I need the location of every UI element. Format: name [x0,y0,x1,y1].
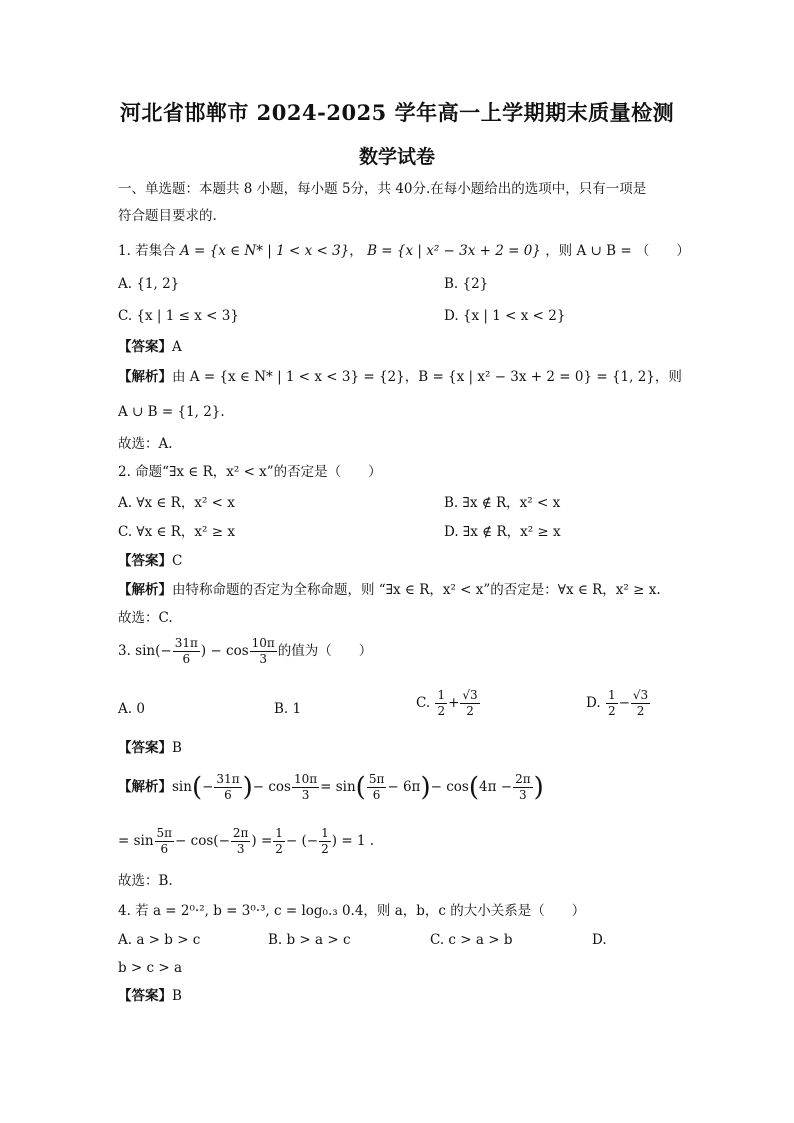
math-text: sin [172,779,192,795]
frac-num: √3 [632,688,649,702]
math-text: − cos [252,779,291,795]
exam-subtitle: 数学试卷 [358,146,435,168]
frac-num: 5π [156,826,173,840]
q3-select: 故选：B. [118,873,173,889]
paren: ( [355,772,366,803]
q4-option-b: B. b > a > c [268,932,351,948]
math-text: − cos [430,779,469,795]
q1-option-c: C. {x | 1 ≤ x < 3} [118,308,239,324]
frac-num: 10π [293,772,318,786]
q1-set-b: B = {x | x² − 3x + 2 = 0} [367,243,541,259]
q4-option-d: D. [592,932,607,948]
frac-num: 1 [607,688,616,702]
q3-d-frac-1 [606,688,618,719]
answer-label: 【答案】 [118,988,172,1004]
q2-analysis-text: 由特称命题的否定为全称命题，则 “∃x ∈ R，x² < x”的否定是：∀x ∈ R，x² ≥ x. [172,582,661,598]
frac-num: 31π [216,772,240,786]
q3-f1-num: 31π [174,636,198,650]
frac-den: 3 [519,788,527,802]
frac-num: 1 [321,826,329,840]
q1-answer-value: A [172,339,182,355]
q3-option-a: A. 0 [118,701,145,717]
q3-analysis-line1 [118,772,544,803]
question-3-stem [118,636,372,667]
math-text: = sin [118,833,154,849]
q3-f1-den: 6 [182,652,191,666]
q1-set-a: A = {x ∈ N* | 1 < x < 3} [179,243,350,259]
q3-analysis-line2 [118,826,374,857]
frac-den: 6 [160,842,169,856]
q3-c-frac-1 [435,688,447,719]
q2-option-a: A. ∀x ∈ R，x² < x [118,495,235,511]
q2-select: 故选：C. [118,610,173,626]
paren: ( [191,772,203,803]
math-text: − cos(− [175,833,230,849]
math-text: − 6π [387,779,421,795]
q4-option-c: C. c > a > b [430,932,513,948]
q3-option-c-label: C. [416,695,431,711]
math-text: ) = 1 . [331,833,375,849]
q3-option-d [586,688,651,719]
q3-fraction-2 [250,636,277,667]
q2-option-d: D. ∃x ∉ R，x² ≥ x [444,524,561,540]
frac-num: √3 [462,688,478,702]
q3-fraction-1 [173,636,200,667]
math-text: ) = [251,833,273,849]
section-instructions-line1: 一、单选题：本题共 8 小题，每小题 5分，共 40分.在每小题给出的选项中，只有一项是 [118,181,647,197]
q3-a-frac-2 [292,772,319,803]
analysis-label: 【解析】 [118,582,172,598]
frac-num: 2π [232,826,249,840]
q1-option-a: A. {1, 2} [118,276,180,292]
frac-den: 2 [275,842,283,856]
math-text: − (− [285,833,319,849]
frac-den: 2 [321,842,329,856]
q3-a-frac-1 [214,772,241,803]
q4-answer-value: B [172,988,182,1004]
q2-answer [118,552,182,570]
plus-sign: + [448,695,460,711]
q1-select: 故选：A. [118,436,173,452]
q2-option-c: C. ∀x ∈ R，x² ≥ x [118,524,235,540]
q1-option-b: B. {2} [444,276,489,292]
frac-num: 5π [368,772,385,786]
frac-den: 6 [372,788,381,802]
q1-answer [118,338,182,356]
frac-den: 3 [301,788,310,802]
q3-b-frac-3 [273,826,285,857]
question-4-stem: 4. 若 a = 2⁰·², b = 3⁰·³, c = log₀.₃ 0.4，则 a，b，c 的大小关系是（ ） [118,903,586,919]
q4-option-d-content: b > c > a [118,960,183,976]
q3-c-frac-2 [460,688,479,719]
frac-den: 2 [466,704,474,718]
frac-num: 1 [437,688,446,702]
q3-option-b: B. 1 [274,701,302,717]
q3-a-frac-4 [513,772,533,803]
frac-den: 2 [636,704,645,718]
q3-a-frac-3 [367,772,387,803]
section-instructions-line2: 符合题目要求的. [118,208,217,224]
frac-den: 6 [224,788,232,802]
q3-stem-part: ) − cos [200,643,249,659]
q2-answer-value: C [172,553,183,569]
q1-ask: ，则 A ∪ B = （ ） [545,243,690,259]
q3-d-frac-2 [631,688,650,719]
paren: ) [420,772,431,803]
q3-f2-num: 10π [251,636,275,650]
exam-title: 河北省邯郸市 2024-2025 学年高一上学期期末质量检测 [119,100,675,125]
frac-num: 2π [515,772,531,786]
q3-option-d-label: D. [586,695,601,711]
q3-b-frac-2 [231,826,251,857]
q3-answer-value: B [172,740,182,756]
q1-number: 1. 若集合 [118,243,176,259]
question-2-stem: 2. 命题“∃x ∈ R，x² < x”的否定是（ ） [118,464,382,480]
answer-label: 【答案】 [118,339,172,355]
analysis-label: 【解析】 [118,779,172,795]
frac-den: 3 [236,842,245,856]
analysis-label: 【解析】 [118,369,172,385]
math-text: = sin [320,779,356,795]
paren: ) [242,772,253,803]
q1-analysis-text: 由 A = {x ∈ N* | 1 < x < 3} = {2}，B = {x | x² − 3x + 2 = 0} = {1, 2}，则 [172,369,682,385]
paren: ) [533,772,544,803]
q3-b-frac-4 [319,826,331,857]
q2-analysis [118,581,661,599]
math-text: 4π − [478,779,513,795]
q3-answer [118,739,182,757]
q3-option-c [416,688,481,719]
question-1-stem: 1. 若集合 A = {x ∈ N* | 1 < x < 3}， B = {x | x² − 3x + 2 = 0} ，则 A ∪ B = （ ） [118,243,690,259]
paren: ( [468,772,479,803]
q1-option-d: D. {x | 1 < x < 2} [444,308,566,324]
frac-num: 1 [275,826,283,840]
math-text: − [202,779,214,795]
q4-option-a: A. a > b > c [118,932,201,948]
q2-option-b: B. ∃x ∉ R，x² < x [444,495,561,511]
q4-answer [118,987,182,1005]
frac-den: 2 [607,704,616,718]
q1-analysis-cont: A ∪ B = {1, 2}. [118,404,225,420]
answer-label: 【答案】 [118,553,172,569]
q3-f2-den: 3 [259,652,268,666]
minus-sign: − [618,695,630,711]
answer-label: 【答案】 [118,740,172,756]
frac-den: 2 [437,704,446,718]
q3-b-frac-1 [155,826,175,857]
q3-stem-part: 的值为（ ） [277,643,373,659]
q1-analysis [118,368,682,386]
q3-stem-part: 3. sin(− [118,643,172,659]
